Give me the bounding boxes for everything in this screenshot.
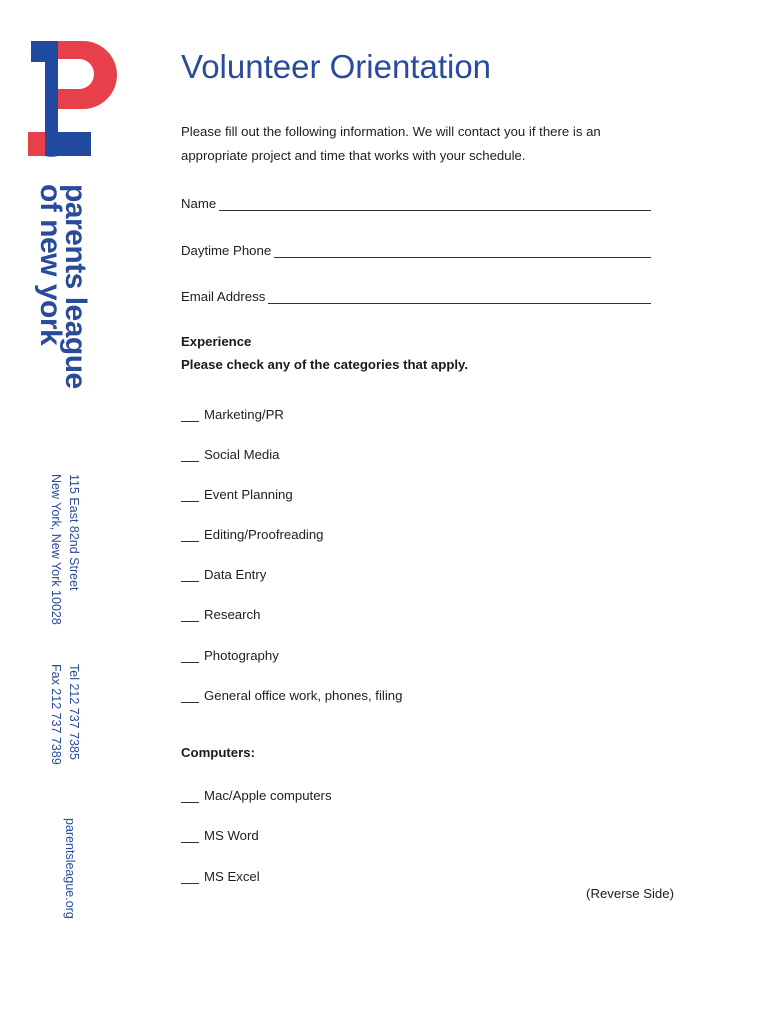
experience-item-social-media[interactable] <box>181 444 280 462</box>
experience-subheading: Please check any of the categories that apply. <box>181 357 469 372</box>
name-label: Name <box>181 196 217 211</box>
address-line2: New York, New York 10028 <box>49 474 63 625</box>
parents-league-logo <box>28 38 118 160</box>
experience-item-label: Social Media <box>204 447 280 462</box>
daytime-phone-label: Daytime Phone <box>181 243 272 258</box>
brand-name-line2: of new york <box>34 184 67 346</box>
experience-item-label: Event Planning <box>204 487 293 502</box>
check-blank[interactable] <box>181 650 199 663</box>
experience-item-research[interactable] <box>181 604 260 622</box>
experience-item-editing[interactable] <box>181 524 324 542</box>
website-text: parentsleague.org <box>63 818 77 919</box>
check-blank[interactable] <box>181 569 199 582</box>
brand-website <box>61 818 79 919</box>
computers-item-ms-excel[interactable] <box>181 866 260 884</box>
experience-item-photography[interactable] <box>181 645 279 663</box>
check-blank[interactable] <box>181 529 199 542</box>
address-line1: 115 East 82nd Street <box>67 474 81 591</box>
brand-address <box>47 474 83 625</box>
experience-item-general-office[interactable] <box>181 685 402 703</box>
experience-item-label: General office work, phones, filing <box>204 688 403 703</box>
check-blank[interactable] <box>181 790 199 803</box>
experience-heading: Experience <box>181 334 252 349</box>
fax-number: Fax 212 737 7389 <box>49 664 63 765</box>
check-blank[interactable] <box>181 690 199 703</box>
experience-item-marketing[interactable] <box>181 404 284 422</box>
email-label: Email Address <box>181 289 266 304</box>
daytime-phone-line[interactable] <box>274 245 651 258</box>
check-blank[interactable] <box>181 409 199 422</box>
computers-item-label: MS Excel <box>204 869 260 884</box>
computers-item-mac[interactable] <box>181 785 332 803</box>
experience-item-label: Research <box>204 607 261 622</box>
tel-number: Tel 212 737 7385 <box>67 664 81 760</box>
experience-item-label: Data Entry <box>204 567 267 582</box>
experience-item-data-entry[interactable] <box>181 564 266 582</box>
daytime-phone-field[interactable] <box>181 240 651 258</box>
brand-name-line1: parents league <box>59 184 92 389</box>
page-title: Volunteer Orientation <box>181 48 492 85</box>
email-line[interactable] <box>268 291 651 304</box>
email-field[interactable] <box>181 286 651 304</box>
check-blank[interactable] <box>181 871 199 884</box>
check-blank[interactable] <box>181 489 199 502</box>
computers-heading: Computers: <box>181 745 255 760</box>
intro-text: Please fill out the following information. We will contact you if there is an appropriate project and time that works with your schedule. <box>181 124 601 163</box>
name-field[interactable] <box>181 193 651 211</box>
reverse-side-note: (Reverse Side) <box>586 886 674 901</box>
check-blank[interactable] <box>181 449 199 462</box>
check-blank[interactable] <box>181 609 199 622</box>
experience-item-label: Editing/Proofreading <box>204 527 324 542</box>
name-line[interactable] <box>219 198 651 211</box>
computers-item-ms-word[interactable] <box>181 825 259 843</box>
experience-item-label: Marketing/PR <box>204 407 284 422</box>
computers-item-label: Mac/Apple computers <box>204 788 332 803</box>
brand-phones <box>47 664 83 765</box>
logo-counter <box>58 59 94 89</box>
experience-item-label: Photography <box>204 648 279 663</box>
brand-name <box>34 184 92 389</box>
experience-item-event-planning[interactable] <box>181 484 293 502</box>
computers-item-label: MS Word <box>204 828 259 843</box>
check-blank[interactable] <box>181 830 199 843</box>
